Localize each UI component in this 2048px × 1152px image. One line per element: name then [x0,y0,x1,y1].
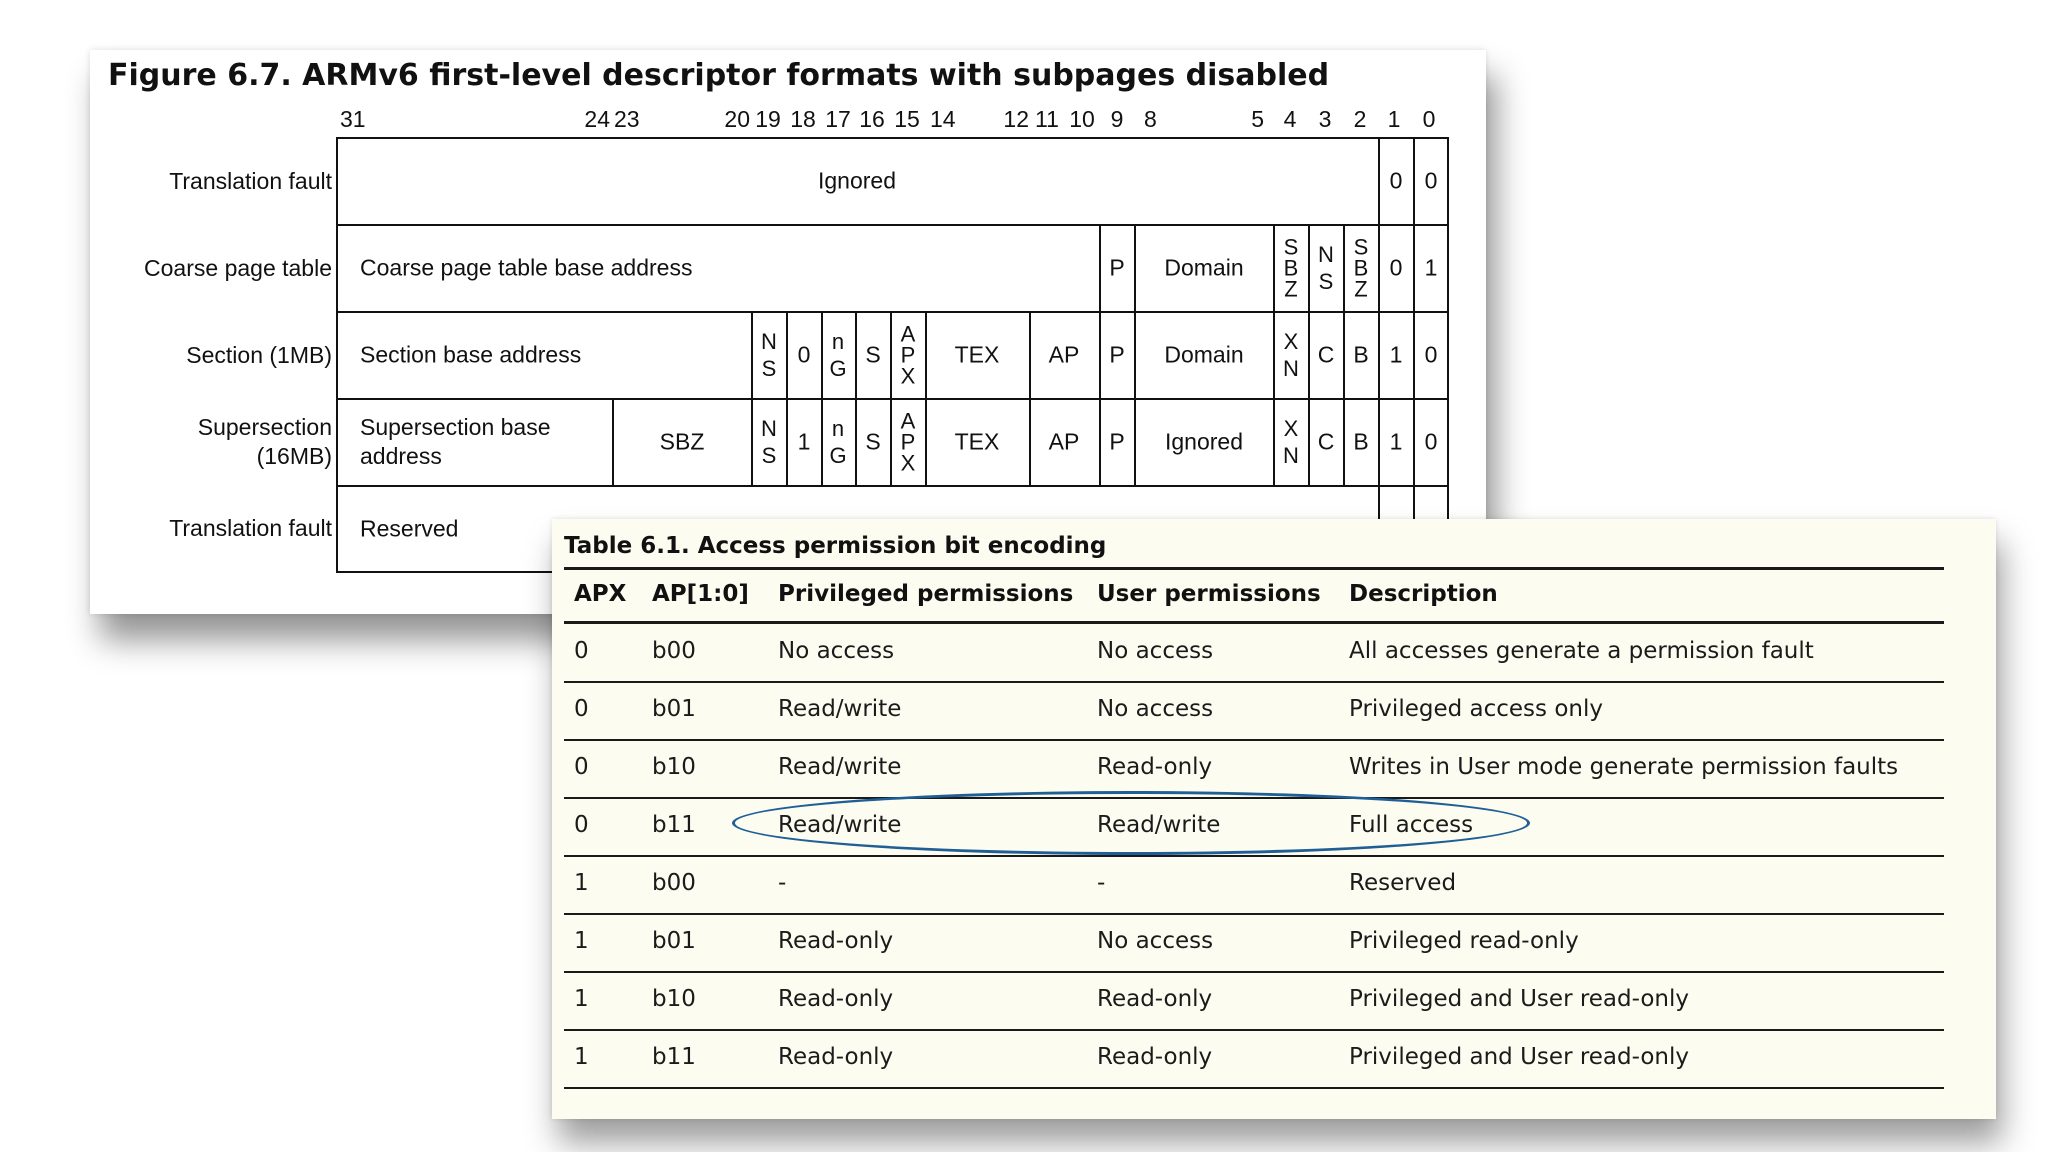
row-rule [564,855,1944,857]
cell-divider [1378,137,1380,224]
field-ap: AP [1048,428,1080,455]
cell-user: Read-only [1097,986,1213,1012]
access-permission-table-card [552,519,1996,1119]
cell-user: No access [1097,928,1214,954]
bit-number: 11 [1035,106,1059,132]
cell-apx: 1 [574,986,589,1012]
cell-privileged: Read-only [778,1044,894,1070]
cell-divider [786,311,788,485]
cell-description: Writes in User mode generate permission faults [1349,754,1899,780]
field-ap: AP [1048,341,1080,368]
field-domain: Domain [1164,254,1244,281]
cell-divider [890,311,892,485]
cell-divider [1273,311,1275,485]
bit-number: 23 [614,106,640,132]
cell-divider [1343,311,1345,485]
field-c: C [1317,341,1335,368]
cell-divider [1308,224,1310,311]
field-ng: n G [829,329,847,381]
bit-number: 12 [1003,106,1029,132]
bit-number: 17 [825,106,851,132]
table-top-rule [564,567,1944,570]
field-domain: Domain [1164,341,1244,368]
field-p: P [1109,254,1125,281]
cell-apx: 0 [574,812,589,838]
table-caption: Table 6.1. Access permission bit encoding [564,533,1107,559]
cell-divider [1413,224,1415,311]
cell-description: Reserved [1349,870,1457,896]
field-s: S [865,341,881,368]
row-rule [564,913,1944,915]
field-s: S [865,428,881,455]
bit-1-value: 0 [1389,167,1403,194]
row-divider [336,311,1449,313]
cell-ap: b00 [652,638,696,664]
cell-ap: b01 [652,928,696,954]
field-xn: X N [1283,329,1299,381]
row-rule [564,1087,1944,1089]
field-supersection-base-address: Supersection base address [360,414,551,469]
column-header-apx: APX [574,581,627,607]
cell-apx: 0 [574,638,589,664]
figure-title: Figure 6.7. ARMv6 first-level descriptor formats with subpages disabled [108,58,1330,93]
bit-number: 20 [724,106,750,132]
cell-user: - [1097,870,1106,896]
cell-divider [1134,311,1136,485]
header-rule [564,621,1944,624]
row-rule [564,1029,1944,1031]
cell-ap: b11 [652,812,696,838]
field-apx: A P X [900,321,916,389]
cell-divider [1378,311,1380,485]
cell-privileged: - [778,870,787,896]
column-header-user: User permissions [1097,581,1321,607]
bit-1-value: 1 [1389,428,1403,455]
bit-number: 14 [930,106,956,132]
column-header-ap: AP[1:0] [652,581,749,607]
cell-user: No access [1097,638,1214,664]
field-sbz: S B Z [1283,234,1299,302]
field-ng: n G [829,416,847,468]
cell-apx: 1 [574,928,589,954]
cell-apx: 1 [574,870,589,896]
cell-divider [1413,137,1415,224]
cell-description: Privileged access only [1349,696,1603,722]
field-b: B [1353,341,1369,368]
field-ignored: Ignored [1164,428,1244,455]
cell-user: Read-only [1097,754,1213,780]
field-sbz: SBZ [659,428,705,455]
column-header-privileged: Privileged permissions [778,581,1074,607]
field-coarse-base-address: Coarse page table base address [360,254,693,281]
cell-divider [1413,311,1415,485]
bit-0-value: 0 [1424,167,1438,194]
cell-privileged: Read/write [778,754,902,780]
cell-divider [821,311,823,485]
field-tex: TEX [954,428,1000,455]
cell-description: Privileged read-only [1349,928,1579,954]
bit-number: 10 [1069,106,1095,132]
row-label-supersection: Supersection [197,414,332,440]
field-p: P [1109,428,1125,455]
row-label-coarse-page-table: Coarse page table [144,255,332,281]
row-divider [336,398,1449,400]
field-section-base-address: Section base address [360,341,582,368]
cell-apx: 0 [574,696,589,722]
field-ignored: Ignored [817,167,897,194]
bit-number: 9 [1110,106,1124,132]
field-one: 1 [797,428,811,455]
cell-privileged: Read-only [778,986,894,1012]
field-reserved: Reserved [360,515,459,542]
field-zero: 0 [797,341,811,368]
field-tex: TEX [954,341,1000,368]
field-ns: N S [761,416,777,468]
bit-number: 8 [1144,106,1157,132]
row-rule [564,681,1944,683]
column-header-description: Description [1349,581,1498,607]
field-b: B [1353,428,1369,455]
row-label-translation-fault: Translation fault [169,168,332,194]
cell-divider [925,311,927,485]
cell-user: Read-only [1097,1044,1213,1070]
bit-number: 15 [894,106,920,132]
cell-privileged: Read/write [778,696,902,722]
bit-number: 31 [340,106,366,132]
cell-user: No access [1097,696,1214,722]
cell-description: Privileged and User read-only [1349,1044,1690,1070]
row-rule [564,797,1944,799]
cell-ap: b10 [652,754,696,780]
bit-number: 5 [1251,106,1264,132]
cell-description: All accesses generate a permission fault [1349,638,1814,664]
bit-0-value: 0 [1424,341,1438,368]
bit-number: 16 [859,106,885,132]
cell-divider [855,311,857,485]
cell-divider [1343,224,1345,311]
bit-1-value: 0 [1389,254,1403,281]
cell-apx: 1 [574,1044,589,1070]
cell-divider [1273,224,1275,311]
row-divider [336,224,1449,226]
bit-number: 24 [584,106,610,132]
bit-0-value: 0 [1424,428,1438,455]
field-ns: N S [1318,242,1334,294]
row-label-section: Section (1MB) [186,342,332,368]
field-apx: A P X [900,408,916,476]
bit-number: 4 [1283,106,1297,132]
cell-ap: b11 [652,1044,696,1070]
field-xn: X N [1283,416,1299,468]
field-p: P [1109,341,1125,368]
row-label-translation-fault-2: Translation fault [169,515,332,541]
row-rule [564,739,1944,741]
cell-divider [1308,311,1310,485]
bit-number: 2 [1353,106,1367,132]
cell-ap: b00 [652,870,696,896]
cell-ap: b01 [652,696,696,722]
cell-description: Privileged and User read-only [1349,986,1690,1012]
cell-divider [1378,224,1380,311]
field-ns: N S [761,329,777,381]
field-sbz: S B Z [1353,234,1369,302]
cell-divider [1134,224,1136,311]
bit-number: 3 [1318,106,1332,132]
bit-number: 0 [1422,106,1436,132]
bit-0-value: 1 [1424,254,1438,281]
bit-number: 1 [1387,106,1401,132]
bit-number: 19 [755,106,781,132]
cell-divider [612,398,614,485]
row-divider [336,485,1449,487]
field-c: C [1317,428,1335,455]
bit-1-value: 1 [1389,341,1403,368]
cell-ap: b10 [652,986,696,1012]
bit-number: 18 [790,106,816,132]
row-label-supersection-size: (16MB) [256,443,332,469]
row-rule [564,971,1944,973]
cell-apx: 0 [574,754,589,780]
cell-privileged: Read-only [778,928,894,954]
cell-privileged: No access [778,638,895,664]
cell-divider [1029,311,1031,485]
cell-user: Read/write [1097,812,1221,838]
cell-divider [751,311,753,485]
cell-divider [1099,311,1101,485]
cell-divider [1099,224,1101,311]
cell-description: Full access [1349,812,1474,838]
cell-privileged: Read/write [778,812,902,838]
